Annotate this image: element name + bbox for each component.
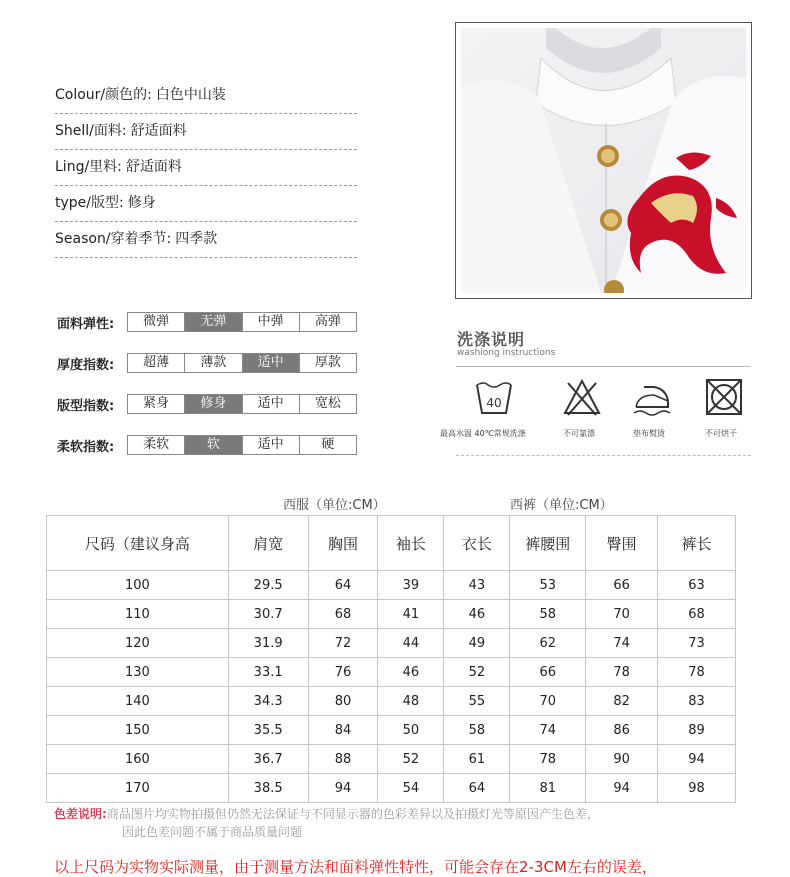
wash-temp-label: 40	[486, 396, 502, 410]
table-cell: 64	[308, 571, 378, 600]
size-table	[46, 515, 736, 803]
spec-value: 修身	[127, 195, 156, 211]
wash-40-icon	[474, 377, 514, 417]
table-cell: 68	[658, 600, 736, 629]
spec-type	[55, 185, 357, 222]
table-cell: 50	[378, 716, 444, 745]
table-cell: 100	[47, 571, 229, 600]
table-cell: 54	[378, 774, 444, 803]
table-cell: 63	[658, 571, 736, 600]
header-length: 衣长	[444, 516, 510, 571]
table-cell: 36.7	[228, 745, 308, 774]
table-cell: 46	[378, 658, 444, 687]
table-cell: 89	[658, 716, 736, 745]
table-row	[47, 716, 736, 745]
table-cell: 64	[444, 774, 510, 803]
rating-option: 紧身	[143, 396, 170, 411]
table-cell: 78	[658, 658, 736, 687]
spec-value: 四季款	[175, 231, 218, 247]
table-cell: 34.3	[228, 687, 308, 716]
spec-label: Colour/颜色的:	[55, 87, 152, 103]
rating-option: 柔软	[143, 437, 170, 452]
table-cell: 82	[586, 687, 658, 716]
spec-colour	[55, 77, 357, 114]
rating-option: 微弹	[143, 314, 170, 329]
table-cell: 53	[510, 571, 586, 600]
table-cell: 73	[658, 629, 736, 658]
table-cell: 68	[308, 600, 378, 629]
spec-label: type/版型:	[55, 195, 124, 211]
table-cell: 78	[510, 745, 586, 774]
table-cell: 81	[510, 774, 586, 803]
rating-option-selected: 适中	[242, 354, 299, 372]
header-waist: 裤腰围	[510, 516, 586, 571]
rating-thickness	[127, 353, 357, 373]
table-cell: 46	[444, 600, 510, 629]
table-cell: 130	[47, 658, 229, 687]
measure-note: 以上尺码为实物实际测量，由于测量方法和面料弹性特性，可能会存在2-3CM左右的误差，	[54, 858, 657, 876]
table-cell: 70	[586, 600, 658, 629]
rating-option: 高弹	[299, 313, 356, 331]
divider	[456, 455, 751, 456]
spec-value: 白色中山装	[155, 87, 226, 103]
table-cell: 44	[378, 629, 444, 658]
table-cell: 35.5	[228, 716, 308, 745]
dry-caption: 不可烘干	[705, 429, 737, 438]
no-tumble-dry-icon	[704, 377, 744, 417]
rating-option: 适中	[242, 436, 299, 454]
table-cell: 110	[47, 600, 229, 629]
table-row	[47, 600, 736, 629]
table-cell: 170	[47, 774, 229, 803]
color-note-line2: 因此色差问题不属于商品质量问题	[122, 825, 303, 839]
spec-lining	[55, 149, 357, 186]
iron-with-cloth-icon	[632, 377, 672, 417]
product-photo	[455, 22, 752, 299]
bleach-caption: 不可氯漂	[563, 429, 595, 438]
table-row	[47, 687, 736, 716]
spec-shell	[55, 113, 357, 150]
table-cell: 49	[444, 629, 510, 658]
rating-option-selected: 软	[184, 436, 241, 454]
table-cell: 94	[586, 774, 658, 803]
rating-label-stretch: 面料弹性:	[57, 317, 115, 332]
table-cell: 160	[47, 745, 229, 774]
table-cell: 76	[308, 658, 378, 687]
white-suit-image	[461, 28, 746, 293]
rating-stretch	[127, 312, 357, 332]
table-cell: 94	[658, 745, 736, 774]
rating-option: 薄款	[184, 354, 241, 372]
pants-group-label: 西裤（单位:CM）	[510, 498, 613, 513]
table-cell: 83	[658, 687, 736, 716]
table-cell: 150	[47, 716, 229, 745]
table-row	[47, 571, 736, 600]
wash-caption: 最高水温 40℃常规洗涤	[440, 429, 526, 438]
table-cell: 52	[378, 745, 444, 774]
table-cell: 90	[586, 745, 658, 774]
rating-fit	[127, 394, 357, 414]
no-bleach-icon	[562, 377, 602, 417]
table-body	[47, 571, 736, 803]
table-cell: 61	[444, 745, 510, 774]
header-pants-length: 裤长	[658, 516, 736, 571]
table-cell: 48	[378, 687, 444, 716]
header-hip: 臀围	[586, 516, 658, 571]
rating-option: 厚款	[299, 354, 356, 372]
rating-option: 硬	[299, 436, 356, 454]
rating-label-softness: 柔软指数:	[57, 440, 115, 455]
spec-season	[55, 221, 357, 258]
table-cell: 140	[47, 687, 229, 716]
table-cell: 94	[308, 774, 378, 803]
spec-value: 舒适面料	[130, 123, 187, 139]
color-note	[54, 805, 599, 841]
suit-group-label: 西服（单位:CM）	[283, 498, 386, 513]
table-cell: 120	[47, 629, 229, 658]
table-cell: 55	[444, 687, 510, 716]
table-cell: 86	[586, 716, 658, 745]
table-cell: 72	[308, 629, 378, 658]
table-cell: 70	[510, 687, 586, 716]
table-cell: 98	[658, 774, 736, 803]
rating-option-selected: 无弹	[184, 313, 241, 331]
rating-label-fit: 版型指数:	[57, 399, 115, 414]
header-sleeve: 袖长	[378, 516, 444, 571]
table-cell: 62	[510, 629, 586, 658]
iron-caption: 垫布熨烫	[633, 429, 665, 438]
table-cell: 52	[444, 658, 510, 687]
table-cell: 58	[444, 716, 510, 745]
table-cell: 74	[586, 629, 658, 658]
table-cell: 31.9	[228, 629, 308, 658]
wash-subtitle: washiong instructions	[457, 348, 556, 358]
rating-option-selected: 修身	[184, 395, 241, 413]
table-cell: 74	[510, 716, 586, 745]
spec-label: Season/穿着季节:	[55, 231, 172, 247]
rating-option: 适中	[242, 395, 299, 413]
table-cell: 66	[586, 571, 658, 600]
table-cell: 84	[308, 716, 378, 745]
table-cell: 33.1	[228, 658, 308, 687]
divider	[456, 366, 751, 367]
rating-option: 中弹	[242, 313, 299, 331]
spec-value: 舒适面料	[125, 159, 182, 175]
color-note-label: 色差说明:	[54, 807, 107, 821]
table-cell: 38.5	[228, 774, 308, 803]
rating-softness	[127, 435, 357, 455]
table-cell: 41	[378, 600, 444, 629]
table-cell: 58	[510, 600, 586, 629]
rating-option: 宽松	[299, 395, 356, 413]
table-cell: 66	[510, 658, 586, 687]
spec-label: Shell/面料:	[55, 123, 127, 139]
table-cell: 88	[308, 745, 378, 774]
rating-label-thickness: 厚度指数:	[57, 358, 115, 373]
table-cell: 78	[586, 658, 658, 687]
table-row	[47, 629, 736, 658]
color-note-line1: 商品图片均实物拍摄但仍然无法保证与不同显示器的色彩差异以及拍摄灯光等原因产生色差，	[106, 807, 599, 821]
table-header-row	[47, 516, 736, 571]
table-cell: 39	[378, 571, 444, 600]
table-cell: 43	[444, 571, 510, 600]
table-cell: 29.5	[228, 571, 308, 600]
table-cell: 80	[308, 687, 378, 716]
rating-option: 超薄	[143, 355, 170, 370]
wash-title: 洗涤说明	[457, 330, 526, 349]
header-size: 尺码（建议身高	[47, 516, 229, 571]
header-shoulder: 肩宽	[228, 516, 308, 571]
header-chest: 胸围	[308, 516, 378, 571]
table-row	[47, 745, 736, 774]
table-row	[47, 774, 736, 803]
table-cell: 30.7	[228, 600, 308, 629]
table-row	[47, 658, 736, 687]
spec-label: Ling/里料:	[55, 159, 122, 175]
